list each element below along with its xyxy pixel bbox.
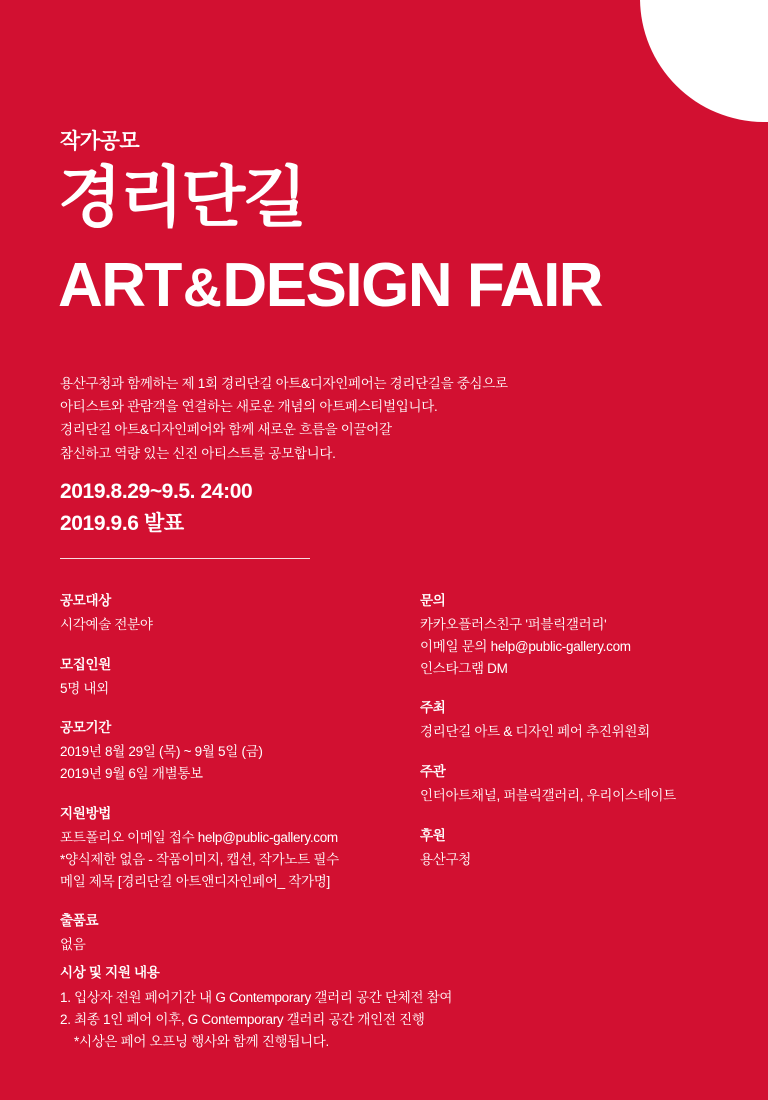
detail-block-contact (420, 590, 720, 679)
detail-heading: 주최 (420, 700, 446, 716)
detail-line: 5명 내외 (60, 680, 109, 696)
awards-line: 2. 최종 1인 페어 이후, G Contemporary 갤러리 공간 개인전 진행 (60, 1011, 425, 1027)
description-line: 용산구청과 함께하는 제 1회 경리단길 아트&디자인페어는 경리단길을 중심으로 (60, 376, 508, 391)
detail-heading: 출품료 (60, 913, 99, 929)
detail-line: 인스타그램 DM (420, 660, 508, 676)
detail-line: 2019년 9월 6일 개별통보 (60, 766, 203, 782)
detail-line: 경리단길 아트 & 디자인 페어 추진위원회 (420, 724, 650, 740)
title-english-part2: DESIGN FAIR (222, 251, 603, 320)
detail-block-host (420, 697, 720, 743)
awards-line: 1. 입상자 전원 페어기간 내 G Contemporary 갤러리 공간 단체전 참여 (60, 989, 453, 1005)
detail-block-sponsor (420, 825, 720, 871)
poster-title-english (58, 253, 602, 318)
detail-line: 포트폴리오 이메일 접수 help@public-gallery.com (60, 829, 338, 845)
detail-block-eligibility (60, 590, 420, 636)
detail-line: 카카오플러스친구 '퍼블릭갤러리' (420, 616, 607, 632)
detail-block-how-to-apply (60, 803, 420, 892)
announcement-date: 2019.9.6 발표 (60, 511, 184, 535)
awards-note: *시상은 페어 오프닝 행사와 함께 진행됩니다. (74, 1033, 329, 1049)
detail-line: 없음 (60, 937, 86, 953)
detail-heading: 주관 (420, 764, 446, 780)
title-english-ampersand: & (182, 258, 221, 318)
detail-heading: 모집인원 (60, 656, 111, 672)
detail-heading: 후원 (420, 827, 446, 843)
awards-and-support-section (60, 962, 720, 1052)
poster-key-dates (60, 476, 252, 539)
detail-heading: 공모기간 (60, 720, 111, 736)
detail-block-period (60, 717, 420, 785)
poster-kicker: 작가공모 (60, 130, 140, 153)
details-right-column (420, 590, 720, 871)
detail-line: 시각예술 전분야 (60, 616, 153, 632)
poster-title-korean: 경리단길 (58, 160, 306, 234)
detail-block-organizer (420, 761, 720, 807)
awards-heading: 시상 및 지원 내용 (60, 965, 160, 980)
detail-line: 2019년 8월 29일 (목) ~ 9월 5일 (금) (60, 744, 263, 760)
description-line: 경리단길 아트&디자인페어와 함께 새로운 흐름을 이끌어갈 (60, 422, 392, 438)
detail-heading: 문의 (420, 593, 446, 608)
description-line: 아티스트와 관람객을 연결하는 새로운 개념의 아트페스티벌입니다. (60, 399, 438, 415)
details-left-column (60, 590, 420, 956)
detail-line: 이메일 문의 help@public-gallery.com (420, 638, 631, 654)
detail-line: *양식제한 없음 - 작품이미지, 캡션, 작가노트 필수 (60, 851, 339, 867)
title-english-part1: ART (58, 251, 181, 320)
detail-line: 용산구청 (420, 851, 471, 867)
detail-line: 인터아트채널, 퍼블릭갤러리, 우리이스테이트 (420, 788, 676, 804)
detail-line: 메일 제목 [경리단길 아트앤디자인페어_ 작가명] (60, 873, 330, 889)
poster-description (60, 372, 508, 465)
submission-deadline: 2019.8.29~9.5. 24:00 (60, 480, 253, 503)
detail-block-number-selected (60, 654, 420, 700)
detail-heading: 지원방법 (60, 806, 111, 822)
detail-block-entry-fee (60, 910, 420, 956)
description-line: 참신하고 역량 있는 신진 아티스트를 공모합니다. (60, 445, 336, 461)
detail-heading: 공모대상 (60, 593, 111, 608)
divider-rule (60, 558, 310, 559)
